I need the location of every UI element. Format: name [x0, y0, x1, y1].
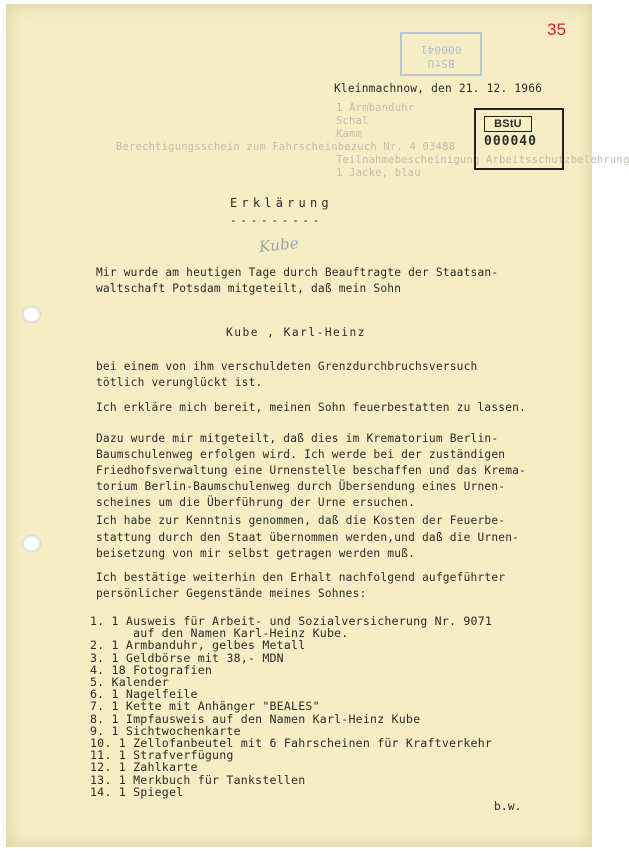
- info-line-5: scheines um die Überführung der Urne ersuchen.: [96, 496, 416, 509]
- heading-underline: ---------: [230, 214, 324, 227]
- punch-hole-bottom: [22, 535, 41, 552]
- list-item: 3. 1 Geldbörse mit 38,- MDN: [90, 650, 284, 665]
- list-item: 9. 1 Sichtwochenkarte: [90, 723, 241, 738]
- info-line-2: Baumschulenweg erfolgen wird. Ich werde bei der zuständigen: [96, 448, 506, 461]
- ghost-line: 1 Jacke, blau: [336, 167, 421, 179]
- list-item: 6. 1 Nagelfeile: [90, 687, 198, 702]
- ghost-line: Schal: [336, 115, 369, 127]
- page-number: 35: [547, 20, 567, 39]
- document-page: [6, 4, 629, 847]
- stamp-label: BStU: [484, 116, 532, 132]
- intro-line-1: Mir wurde am heutigen Tage durch Beauftragte der Staatsan-: [96, 266, 499, 279]
- document-heading: Erklärung: [230, 196, 333, 210]
- consent-line: Ich erkläre mich bereit, meinen Sohn feuerbestatten zu lassen.: [96, 401, 526, 414]
- cause-line-2: tötlich verunglückt ist.: [96, 376, 263, 389]
- cost-line-1: Ich habe zur Kenntnis genommen, daß die Kosten der Feuerbe-: [96, 514, 506, 527]
- son-name: Kube , Karl-Heinz: [226, 326, 367, 339]
- list-item: 1. 1 Ausweis für Arbeit- und Sozialversicherung Nr. 9071: [90, 614, 493, 628]
- punch-hole-top: [22, 306, 41, 323]
- footer-note: b.w.: [494, 800, 522, 813]
- intro-line-2: waltschaft Potsdam mitgeteilt, daß mein Sohn: [96, 282, 402, 295]
- list-item: 7. 1 Kette mit Anhänger "BEALES": [90, 699, 320, 714]
- list-item: 14. 1 Spiegel: [90, 784, 184, 799]
- list-item: 12. 1 Zahlkarte: [90, 760, 198, 775]
- place-date: Kleinmachnow, den 21. 12. 1966: [334, 82, 543, 95]
- faint-stamp-number: 000041: [420, 43, 462, 56]
- list-item: 10. 1 Zellofanbeutel mit 6 Fahrscheinen für Kraftverkehr: [90, 736, 493, 751]
- receipt-line-2: persönlicher Gegenstände meines Sohnes:: [96, 587, 367, 600]
- signature: Kube: [258, 233, 300, 257]
- ghost-line: 1 Armbanduhr: [336, 102, 415, 114]
- ghost-line: Berechtigungsschein zum Fahrscheinbezuch Nr. 4 03488: [116, 141, 456, 153]
- info-line-1: Dazu wurde mir mitgeteilt, daß dies im Krematorium Berlin-: [96, 432, 499, 445]
- info-line-3: Friedhofsverwaltung eine Urnenstelle beschaffen und das Krema-: [96, 464, 526, 477]
- cost-line-2: stattung durch den Staat übernommen werden,und daß die Urnen-: [96, 531, 520, 544]
- ghost-line: Kamm: [336, 128, 363, 140]
- stamp-number: 000040: [484, 134, 537, 149]
- item-list: [90, 615, 492, 798]
- faint-stamp-label: BStU: [427, 57, 455, 70]
- list-item: 13. 1 Merkbuch für Tankstellen: [90, 772, 306, 787]
- ghost-line: Teilnahmebescheinigung Arbeitsschutzbelehrung: [336, 154, 629, 166]
- cost-line-3: beisetzung von mir selbst getragen werden muß.: [96, 547, 416, 560]
- cause-line-1: bei einem von ihm verschuldeten Grenzdurchbruchsversuch: [96, 360, 478, 373]
- info-line-4: torium Berlin-Baumschulenweg durch Übersendung eines Urnen-: [96, 480, 506, 493]
- list-item: auf den Namen Karl-Heinz Kube.: [90, 626, 349, 641]
- archive-stamp: [474, 108, 564, 170]
- list-item: 5. Kalender: [90, 675, 169, 690]
- receipt-line-1: Ich bestätige weiterhin den Erhalt nachfolgend aufgeführter: [96, 571, 506, 584]
- list-item: 8. 1 Impfausweis auf den Namen Karl-Heinz Kube: [90, 711, 421, 726]
- faint-archive-stamp: [400, 32, 482, 76]
- list-item: 11. 1 Strafverfügung: [90, 748, 234, 763]
- list-item: 4. 18 Fotografien: [90, 662, 213, 677]
- list-item: 2. 1 Armbanduhr, gelbes Metall: [90, 638, 306, 653]
